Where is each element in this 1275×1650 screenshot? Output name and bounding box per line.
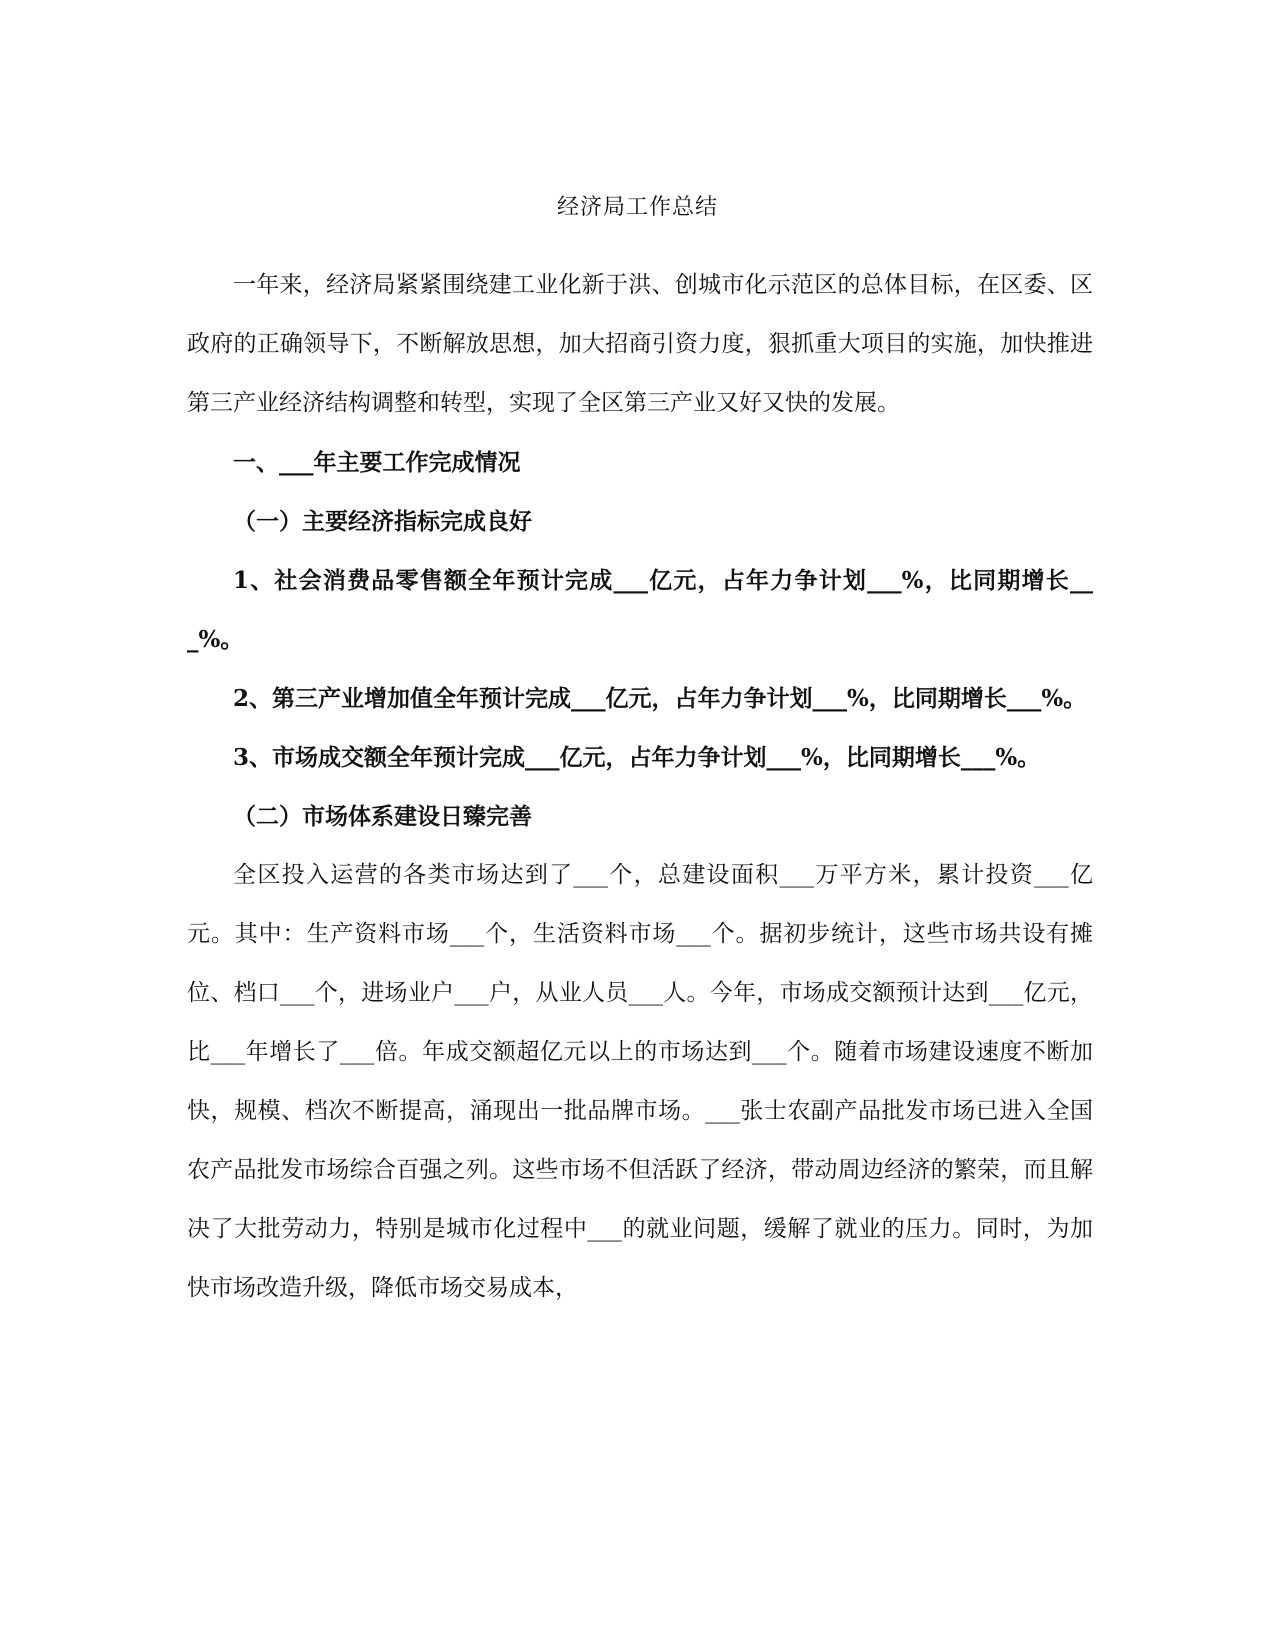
intro-paragraph: 一年来，经济局紧紧围绕建工业化新于洪、创城市化示范区的总体目标，在区委、区政府的正确领导下，不断解放思想，加大招商引资力度，狠抓重大项目的实施，加快推进第三产业经济结构调整和转型，实现了全区第三产业又好又快的发展。	[187, 272, 1093, 416]
indicator-item-3: 3、市场成交额全年预计完成___亿元，占年力争计划___%，比同期增长___%。	[233, 744, 1041, 771]
indicator-item-2: 2、第三产业增加值全年预计完成___亿元，占年力争计划___%，比同期增长___%。	[233, 685, 1087, 712]
subsection-heading-2: （二）市场体系建设日臻完善	[233, 803, 532, 830]
document-title: 经济局工作总结	[556, 195, 718, 220]
document-body	[187, 256, 1093, 1318]
indicator-item-1: 1、社会消费品零售额全年预计完成___亿元，占年力争计划___%，比同期增长___%。	[187, 567, 1093, 653]
market-paragraph: 全区投入运营的各类市场达到了___个，总建设面积___万平方米，累计投资___亿元。其中：生产资料市场___个，生活资料市场___个。据初步统计，这些市场共设有摊位、档口___个，进场业户___户，从业人员___人。今年，市场成交额预计达到___亿元，比___年增长了___倍。年成交额超亿元以上的市场达到___个。随着市场建设速度不断加快，规模、档次不断提高，涌现出一批品牌市场。___张士农副产品批发市场已进入全国农产品批发市场综合百强之列。这些市场不但活跃了经济，带动周边经济的繁荣，而且解决了大批劳动力，特别是城市化过程中___的就业问题，缓解了就业的压力。同时，为加快市场改造升级，降低市场交易成本，	[187, 862, 1093, 1301]
section-heading-1: 一、___年主要工作完成情况	[233, 449, 521, 476]
subsection-heading-1: （一）主要经济指标完成良好	[233, 508, 532, 535]
